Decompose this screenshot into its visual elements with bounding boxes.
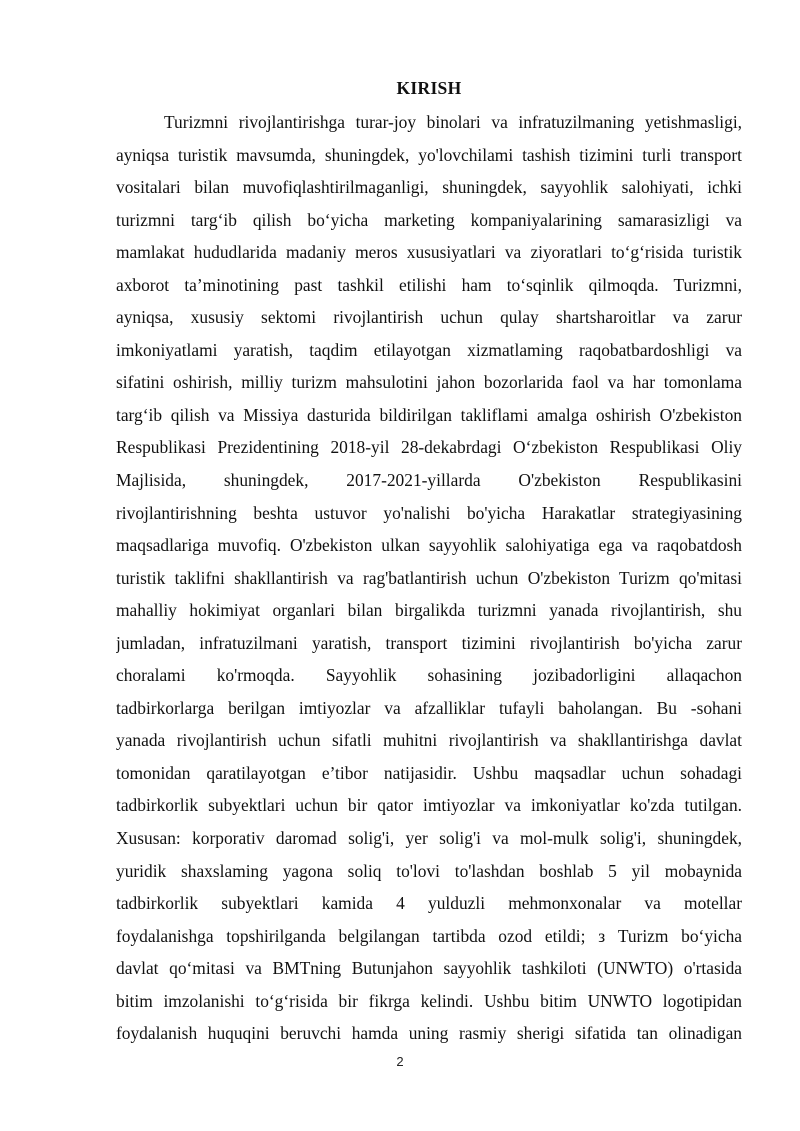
body-line: imkoniyatlami yaratish, taqdim etilayotgan xizmatlaming raqobatbardoshligi va <box>116 339 742 360</box>
body-line: yanada rivojlantirish uchun sifatli muhitni rivojlantirish va shakllantirishga davlat <box>116 730 742 751</box>
body-line: tomonidan qaratilayotgan e’tibor natijasidir. Ushbu maqsadlar uchun sohadagi <box>116 762 742 783</box>
body-line: mamlakat hududlarida madaniy meros xususiyatlari va ziyoratlari to‘g‘risida turistik <box>116 242 742 263</box>
body-line: tadbirkorlik subyektlari uchun bir qator imtiyozlar va imkoniyatlar ko'zda tutilgan. <box>116 795 742 816</box>
body-line: rivojlantirishning beshta ustuvor yo'nalishi bo'yicha Harakatlar strategiyasining <box>116 502 742 523</box>
body-line: tadbirkorlik subyektlari kamida 4 yulduzli mehmonxonalar va motellar <box>116 893 742 914</box>
body-line: bitim imzolanishi to‘g‘risida bir fikrga kelindi. Ushbu bitim UNWTO logotipidan <box>116 990 742 1011</box>
body-line: turistik taklifni shakllantirish va rag'batlantirish uchun O'zbekiston Turizm qo'mitasi <box>116 567 742 588</box>
body-line: davlat qo‘mitasi va BMTning Butunjahon sayyohlik tashkiloti (UNWTO) o'rtasida <box>116 958 742 979</box>
body-line: vositalari bilan muvofiqlashtirilmaganligi, shuningdek, sayyohlik salohiyati, ichki <box>116 177 742 198</box>
body-line: Majlisida, shuningdek, 2017-2021-yillarda O'zbekiston Respublikasini <box>116 470 742 491</box>
body-line: tadbirkorlarga berilgan imtiyozlar va afzalliklar tufayli baholangan. Bu -sohani <box>116 697 742 718</box>
document-body <box>116 106 742 1050</box>
body-line: ayniqsa, xususiy sektomi rivojlantirish uchun qulay shartsharoitlar va zarur <box>116 307 742 328</box>
body-line: sifatini oshirish, milliy turizm mahsulotini jahon bozorlarida faol va har tomonlama <box>116 372 742 393</box>
document-title: KIRISH <box>396 78 462 98</box>
body-line: choralami ko'rmoqda. Sayyohlik sohasining jozibadorligini allaqachon <box>116 665 742 686</box>
body-line: foydalanish huquqini beruvchi hamda uning rasmiy sherigi sifatida tan olinadigan <box>116 1023 742 1044</box>
body-line: turizmni targ‘ib qilish bo‘yicha marketing kompaniyalarining samarasizligi va <box>116 209 742 230</box>
body-line: yuridik shaxslaming yagona soliq to'lovi to'lashdan boshlab 5 yil mobaynida <box>116 860 742 881</box>
body-line: ayniqsa turistik mavsumda, shuningdek, yo'lovchilami tashish tizimini turli transport <box>116 144 742 165</box>
body-line: targ‘ib qilish va Missiya dasturida bildirilgan takliflami amalga oshirish O'zbekiston <box>116 404 742 425</box>
page-number: 2 <box>396 1054 404 1069</box>
body-line: maqsadlariga muvofiq. O'zbekiston ulkan sayyohlik salohiyatiga ega va raqobatdosh <box>116 535 742 556</box>
body-line: Respublikasi Prezidentining 2018-yil 28-dekabrdagi O‘zbekiston Respublikasi Oliy <box>116 437 742 458</box>
body-line: Xususan: korporativ daromad solig'i, yer solig'i va mol-mulk solig'i, shuningdek, <box>116 828 742 849</box>
body-line: Turizmni rivojlantirishga turar-joy binolari va infratuzilmaning yetishmasligi, <box>164 112 742 132</box>
body-line: mahalliy hokimiyat organlari bilan birgalikda turizmni yanada rivojlantirish, shu <box>116 600 742 621</box>
body-line: axborot ta’minotining past tashkil etilishi ham to‘sqinlik qilmoqda. Turizmni, <box>116 274 742 295</box>
body-line: jumladan, infratuzilmani yaratish, transport tizimini rivojlantirish bo'yicha zarur <box>116 632 742 653</box>
body-line: foydalanishga topshirilganda belgilangan tartibda ozod etildi; з Turizm bo‘yicha <box>116 925 742 946</box>
document-page <box>116 76 742 1050</box>
